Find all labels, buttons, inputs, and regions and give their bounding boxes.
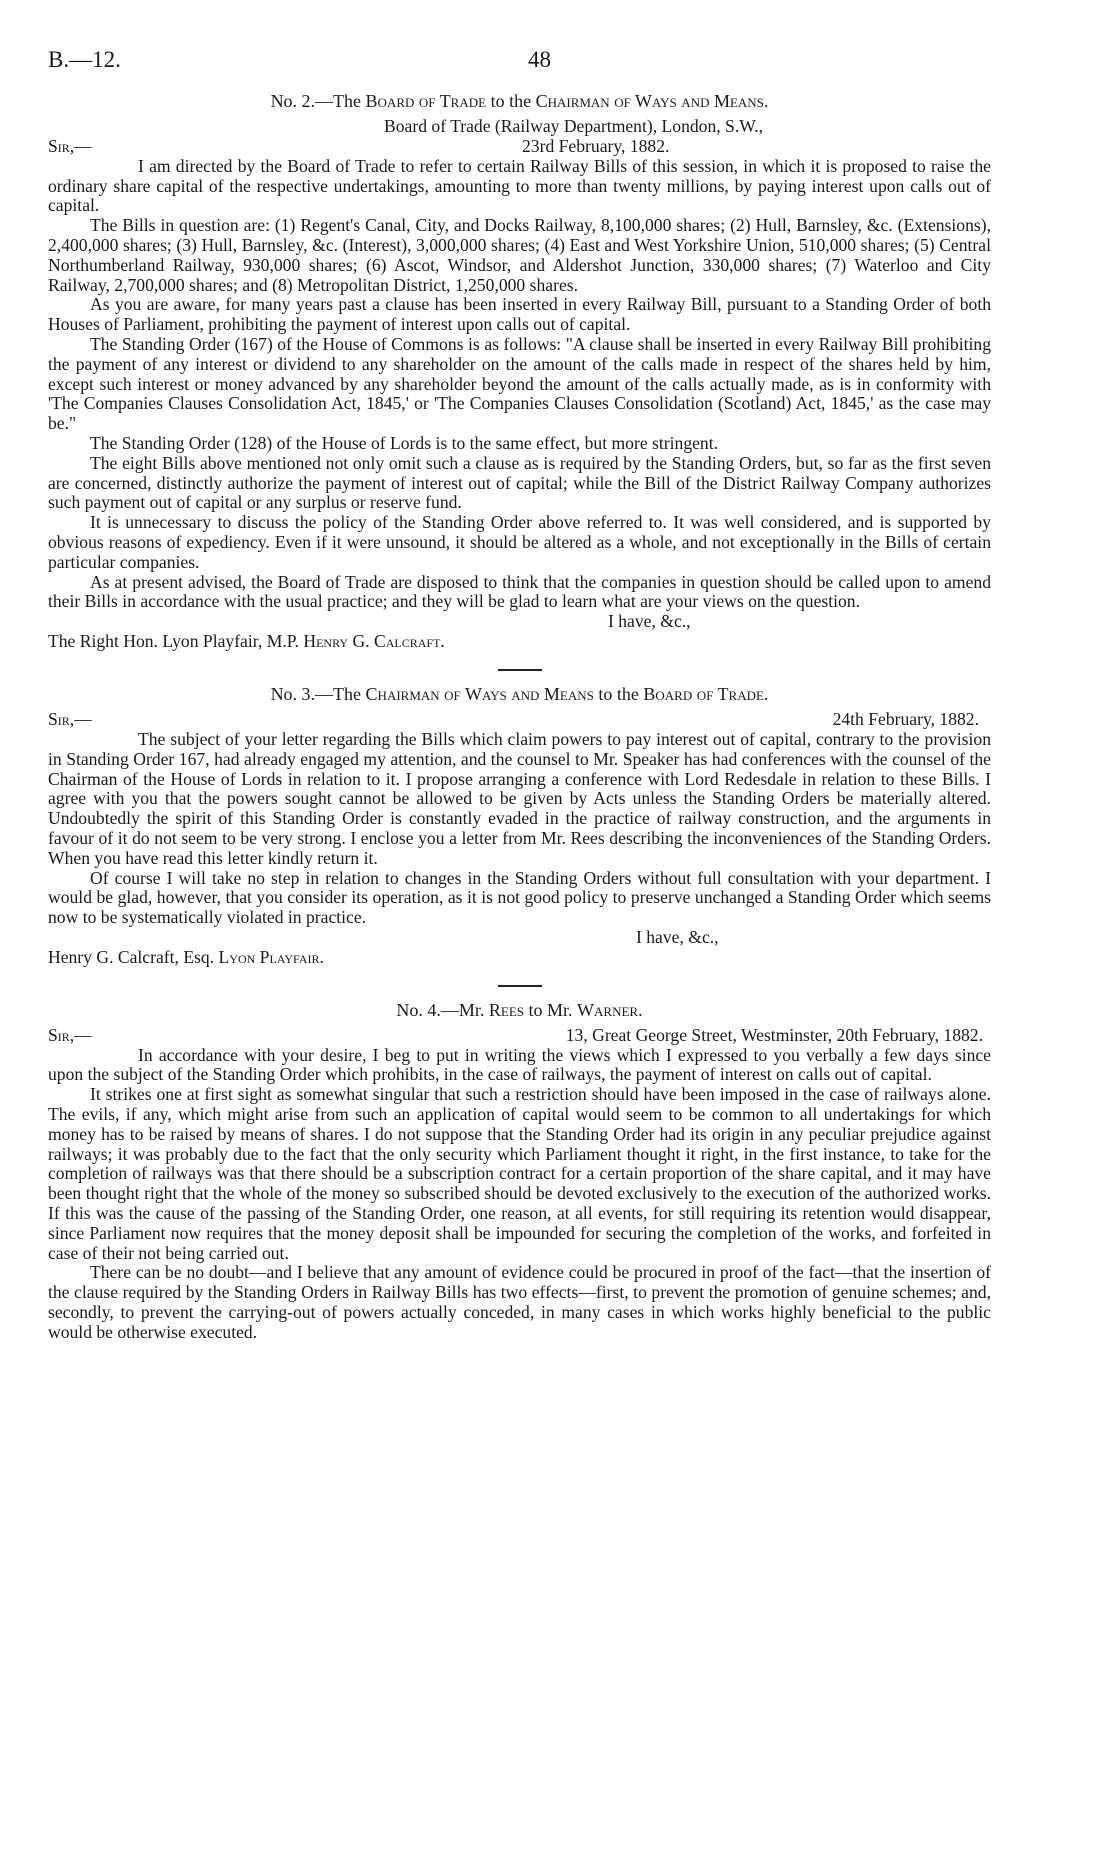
title-mid: to the bbox=[593, 684, 644, 705]
title-prefix: No. 4.—Mr. bbox=[396, 999, 489, 1020]
paragraph: There can be no doubt—and I believe that any amount of evidence could be procured in proof of the fact—that the insertion of the clause required by the Standing Orders in Railway Bills has two effects—first, to prevent the promotion of genuine schemes; and, secondly, to prevent the carrying-out of powers actually conceded, in many cases in which works highly beneficial to the public would be otherwise executed. bbox=[48, 1262, 991, 1342]
title-to: Warner. bbox=[577, 999, 643, 1020]
letter-title bbox=[48, 685, 991, 705]
signature: Lyon Playfair. bbox=[218, 946, 324, 967]
paragraph: The Standing Order (128) of the House of Lords is to the same effect, but more stringent. bbox=[90, 432, 719, 453]
signature: Henry G. Calcraft. bbox=[303, 631, 445, 652]
closing-row bbox=[48, 928, 991, 948]
paragraph: As you are aware, for many years past a clause has been inserted in every Railway Bill, pursuant to a Standing Order of both Houses of Parliament, prohibiting the payment of interest upon calls out of capital. bbox=[48, 294, 991, 335]
letter-title bbox=[48, 92, 991, 112]
salutation-row bbox=[48, 710, 991, 730]
letter-no-4 bbox=[48, 1001, 991, 1343]
paragraph: I am directed by the Board of Trade to refer to certain Railway Bills of this session, in which it is proposed to raise the ordinary share capital of the respective undertakings, amounting to more than twenty millions, by paying interest upon calls out of capital. bbox=[48, 155, 991, 216]
title-prefix: No. 3.—The bbox=[270, 684, 366, 705]
paragraph: In accordance with your desire, I beg to put in writing the views which I expressed to you verbally a few days since upon the subject of the Standing Order which prohibits, in the case of railways, the payment of interest on calls out of capital. bbox=[48, 1044, 991, 1085]
signature-row bbox=[48, 632, 991, 652]
title-to: Chairman of Ways and Means. bbox=[535, 91, 769, 111]
letter-no-3 bbox=[48, 685, 991, 968]
paragraph: It strikes one at first sight as somewhat singular that such a restriction should have been imposed in the case of railways alone. The evils, if any, which might arise from such an application of capital would seem to be common to all undertakings for which money has to be raised by means of shares. I do not suppose that the Standing Order had its origin in any peculiar prejudice against railways; it was probably due to the fact that the only security which Parliament thought it right, in the first instance, to take for the completion of railways was that there should be a subscription contract for a certain proportion of the share capital, and it may have been thought right that the whole of the money so subscribed should be devoted exclusively to the execution of the authorized works. If this was the cause of the passing of the Standing Order, one reason, at all events, for still requiring its retention would disappear, since Parliament now requires that the money deposit shall be impounded for securing the completion of the works, and forfeited in case of their not being carried out. bbox=[48, 1084, 991, 1263]
letter-title bbox=[48, 1001, 991, 1021]
title-to: Board of Trade. bbox=[643, 684, 769, 705]
paragraph: The eight Bills above mentioned not only omit such a clause as is required by the Standing Orders, but, so far as the first seven are concerned, distinctly authorize the payment of interest out of capital; while the Bill of the District Railway Company authorizes such payment out of capital or any surplus or reserve fund. bbox=[48, 452, 991, 513]
section-divider bbox=[498, 985, 542, 987]
closing-paragraph: As at present advised, the Board of Trade are disposed to think that the companies in question should be called upon to amend their Bills in accordance with the usual practice; and they will be glad to learn what are your views on the question. bbox=[48, 571, 991, 612]
title-from: Board of Trade bbox=[365, 91, 487, 111]
address-row bbox=[48, 117, 991, 137]
paragraph: The Bills in question are: (1) Regent's Canal, City, and Docks Railway, 8,100,000 shares; (2) Hull, Barnsley, &c. (Extensions), 2,400,000 shares; (3) Hull, Barnsley, &c. (Interest), 3,000,000 shares; (4) East and West Yorkshire Union, 510,000 shares; (5) Central Northumberland Railway, 930,000 shares; (6) Ascot, Windsor, and Aldershot Junction, 330,000 shares; (7) Waterloo and City Railway, 2,700,000 shares; and (8) Metropolitan District, 1,250,000 shares. bbox=[48, 215, 991, 295]
closing-paragraph: Of course I will take no step in relation to changes in the Standing Orders without full consultation with your department. I would be glad, however, that you consider its operation, as it is not good policy to preserve unchanged a Standing Order which seems now to be systematically violated in practice. bbox=[48, 867, 991, 928]
salutation: Sir,— bbox=[48, 708, 92, 729]
page-header bbox=[48, 47, 991, 92]
closing-row bbox=[48, 612, 991, 632]
paragraph: It is unnecessary to discuss the policy of the Standing Order above referred to. It was well considered, and is supported by obvious reasons of expediency. Even if it were unsound, it should be altered as a whole, and not exceptionally in the Bills of certain particular companies. bbox=[48, 512, 991, 572]
paragraph: The subject of your letter regarding the Bills which claim powers to pay interest out of capital, contrary to the provision in Standing Order 167, had already engaged my attention, and the counsel to Mr. Speaker has had conferences with the counsel of the Chairman of the House of Lords in relation to it. I propose arranging a conference with Lord Redesdale in relation to these Bills. I agree with you that the powers sought cannot be allowed to be given by Acts unless the Standing Orders be materially altered. Undoubtedly the spirit of this Standing Order is constantly evaded in the practice of railway construction, and the arguments in favour of it do not seem to be very strong. I enclose you a letter from Mr. Rees describing the inconveniences of the Standing Orders. When you have read this letter kindly return it. bbox=[48, 728, 991, 868]
closing-formula: I have, &c., bbox=[636, 926, 719, 947]
salutation: Sir,— bbox=[48, 1024, 92, 1045]
title-mid: to Mr. bbox=[524, 999, 578, 1020]
paragraph: The Standing Order (167) of the House of Commons is as follows: "A clause shall be inserted in every Railway Bill prohibiting the payment of any interest or dividend to any shareholder on the amount of the calls made in respect of the shares held by him, except such interest or money advanced by any shareholder beyond the amount of the calls actually made, as is in conformity with 'The Companies Clauses Consolidation Act, 1845,' or 'The Companies Clauses Consolidation (Scotland) Act, 1845,' as the case may be." bbox=[48, 333, 991, 434]
addressee: Henry G. Calcraft, Esq. bbox=[48, 946, 215, 967]
title-mid: to the bbox=[486, 91, 536, 111]
addressee: The Right Hon. Lyon Playfair, M.P. bbox=[48, 631, 299, 652]
letter-date: 24th February, 1882. bbox=[832, 708, 979, 729]
page-number: 48 bbox=[528, 47, 551, 72]
title-from: Rees bbox=[488, 999, 525, 1020]
title-prefix: No. 2.—The bbox=[270, 91, 366, 111]
salutation: Sir,— bbox=[48, 135, 92, 156]
letter-no-2 bbox=[48, 92, 991, 652]
letter-date: 23rd February, 1882. bbox=[522, 135, 670, 156]
salutation-row bbox=[48, 1026, 991, 1046]
title-from: Chairman of Ways and Means bbox=[365, 684, 594, 705]
closing-formula: I have, &c., bbox=[608, 611, 691, 632]
letter-date: 13, Great George Street, Westminster, 20th February, 1882. bbox=[565, 1024, 983, 1045]
salutation-row bbox=[48, 137, 991, 157]
sender-address: Board of Trade (Railway Department), London, S.W., bbox=[384, 115, 764, 136]
document-id: B.—12. bbox=[48, 47, 121, 72]
section-divider bbox=[498, 669, 542, 671]
signature-row bbox=[48, 948, 991, 968]
